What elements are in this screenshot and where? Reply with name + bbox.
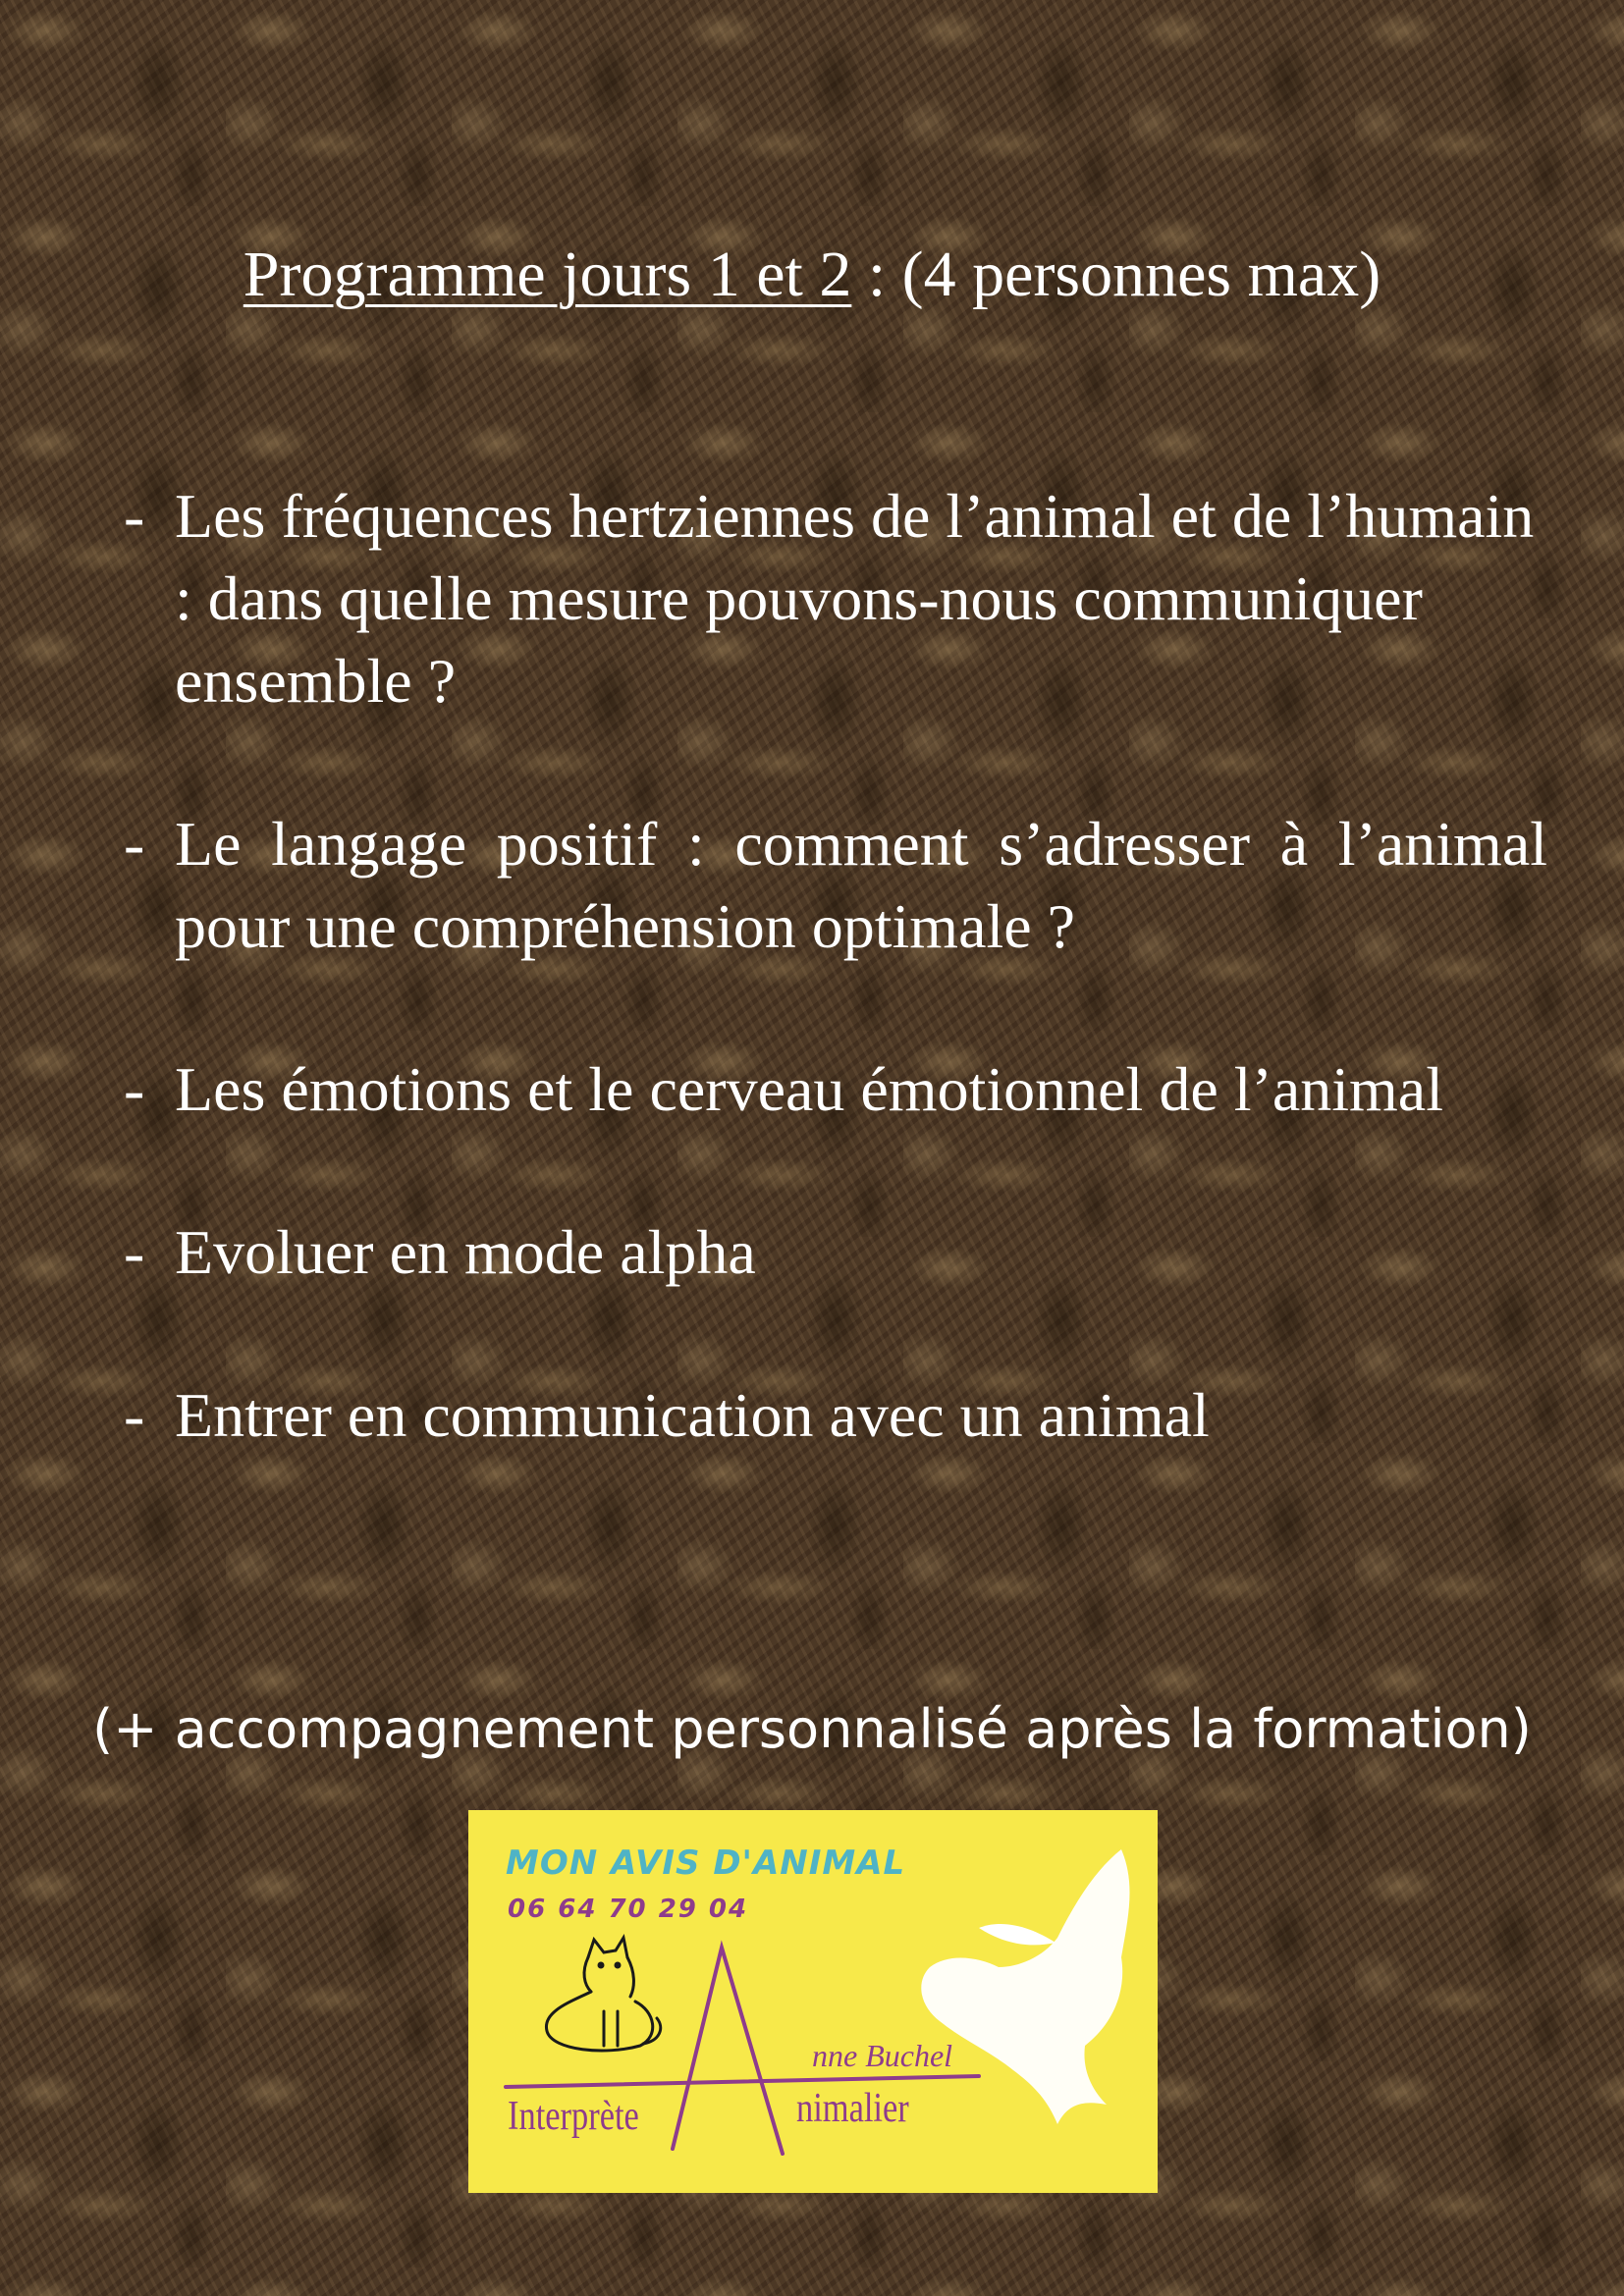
page-title [0, 236, 1624, 314]
business-card [468, 1810, 1158, 2193]
list-item [124, 803, 1547, 968]
phone-number: 06 64 70 29 04 [508, 1895, 749, 1924]
list-bullet: - [124, 1054, 145, 1124]
program-list [124, 475, 1547, 1537]
list-item [124, 1374, 1547, 1457]
brand-name: MON AVIS D'ANIMAL [506, 1843, 906, 1883]
list-item-text: Entrer en communication avec un animal [175, 1380, 1210, 1450]
cat-icon [546, 1938, 660, 2051]
profession-interprete: Interprète [508, 2094, 639, 2139]
profession-animalier: nimalier [796, 2086, 909, 2131]
followup-note: (+ accompagnement personnalisé après la formation) [92, 1698, 1532, 1760]
page-title-main: Programme jours 1 et 2 [243, 239, 852, 310]
page-title-capacity: : (4 personnes max) [851, 239, 1381, 310]
list-item-text: Les émotions et le cerveau émotionnel de l’animal [175, 1054, 1443, 1124]
list-item-text: Le langage positif : comment s’adresser à l’animal pour une compréhension optimale ? [175, 809, 1547, 961]
list-item-text: Les fréquences hertziennes de l’animal et de l’humain : dans quelle mesure pouvons-nous communiquer ensemble ? [175, 481, 1535, 716]
list-item-text: Evoluer en mode alpha [175, 1217, 756, 1287]
list-item [124, 1211, 1547, 1294]
list-bullet: - [124, 809, 145, 879]
dove-icon [921, 1849, 1129, 2124]
list-item [124, 1048, 1547, 1131]
list-bullet: - [124, 1380, 145, 1450]
person-name: nne Buchel [812, 2038, 953, 2073]
list-item [124, 475, 1547, 722]
list-bullet: - [124, 481, 145, 551]
list-bullet: - [124, 1217, 145, 1287]
